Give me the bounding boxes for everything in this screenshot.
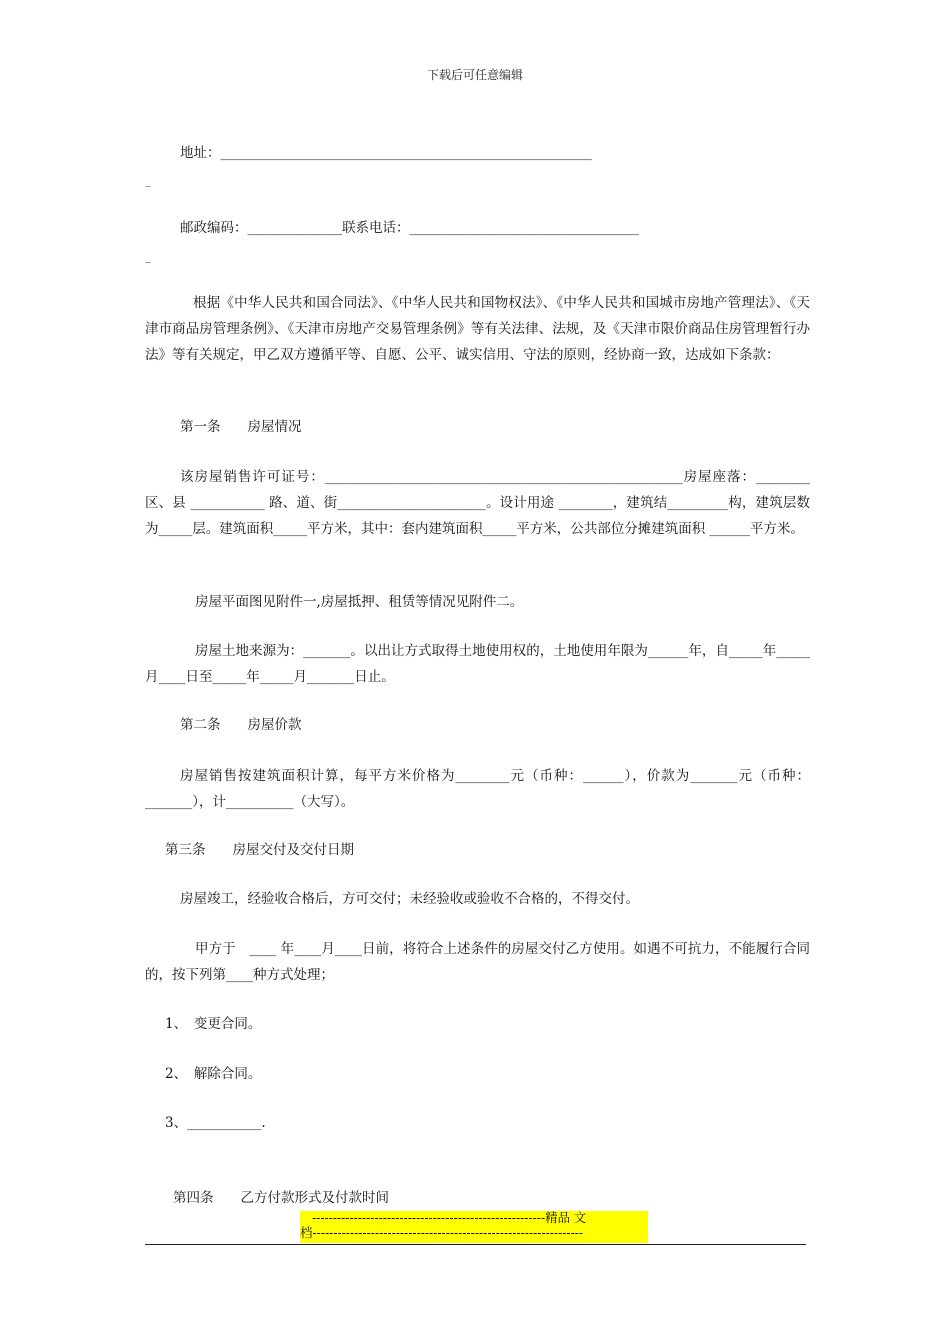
- article-3-title: 第三条 房屋交付及交付日期: [165, 842, 354, 858]
- stray-mark: _: [145, 174, 151, 187]
- option-2: 2、 解除合同。: [165, 1066, 262, 1082]
- article-3-delivery: 房屋竣工，经验收合格后，方可交付；未经验收或验收不合格的，不得交付。: [180, 891, 639, 907]
- article-1-body: 该房屋销售许可证号：_____________________________________________________房屋座落：________ 区、县 ___________ 路、道、街______________________。设计用途 ________，建筑结_________构，建筑层数为_____层。建筑面积_____平方米，其中：套内建筑面积_____平方米，公共部位分摊建筑面积 ______平方米。: [145, 469, 810, 537]
- postal-phone-line: 邮政编码：______________联系电话：__________________________________: [180, 220, 639, 236]
- footer-rule: [145, 1244, 806, 1245]
- page-header: 下载后可任意编辑: [426, 68, 523, 82]
- stray-mark: _: [145, 250, 151, 263]
- article-1-title: 第一条 房屋情况: [180, 419, 302, 435]
- article-3-deadline: 甲方于 ____ 年____月____日前，将符合上述条件的房屋交付乙方使用。如遇不可抗力，不能履行合同的，按下列第____种方式处理；: [145, 941, 810, 983]
- article-1-floorplan: 房屋平面图见附件一,房屋抵押、租赁等情况见附件二。: [195, 594, 524, 610]
- footer-watermark: [300, 1211, 648, 1243]
- footer-line-2: 档-----------------------------------------------------------------: [300, 1226, 584, 1240]
- intro-paragraph: 根据《中华人民共和国合同法》、《中华人民共和国物权法》、《中华人民共和国城市房地产管理法》、《天津市商品房管理条例》、《天津市房地产交易管理条例》等有关法律、法规，及《天津市限价商品住房管理暂行办法》等有关规定，甲乙双方遵循平等、自愿、公平、诚实信用、守法的原则，经协商一致，达成如下条款：: [145, 295, 810, 363]
- article-4-title: 第四条 乙方付款形式及付款时间: [173, 1190, 389, 1206]
- footer-line-1: --------------------------------------------------------精品 文: [312, 1211, 587, 1225]
- article-2-body: 房屋销售按建筑面积计算，每平方米价格为________元（币种：______），价款为_______元（币种：_______），计__________（大写）。: [145, 768, 810, 810]
- article-1-land: 房屋土地来源为：_______。以出让方式取得土地使用权的，土地使用年限为______年，自_____年_____月____日至_____年_____月_______日止。: [145, 643, 810, 685]
- option-3: 3、___________.: [165, 1115, 266, 1131]
- option-1: 1、 变更合同。: [165, 1016, 262, 1032]
- article-2-title: 第二条 房屋价款: [180, 717, 302, 733]
- address-line: 地址：_______________________________________________________: [180, 145, 592, 161]
